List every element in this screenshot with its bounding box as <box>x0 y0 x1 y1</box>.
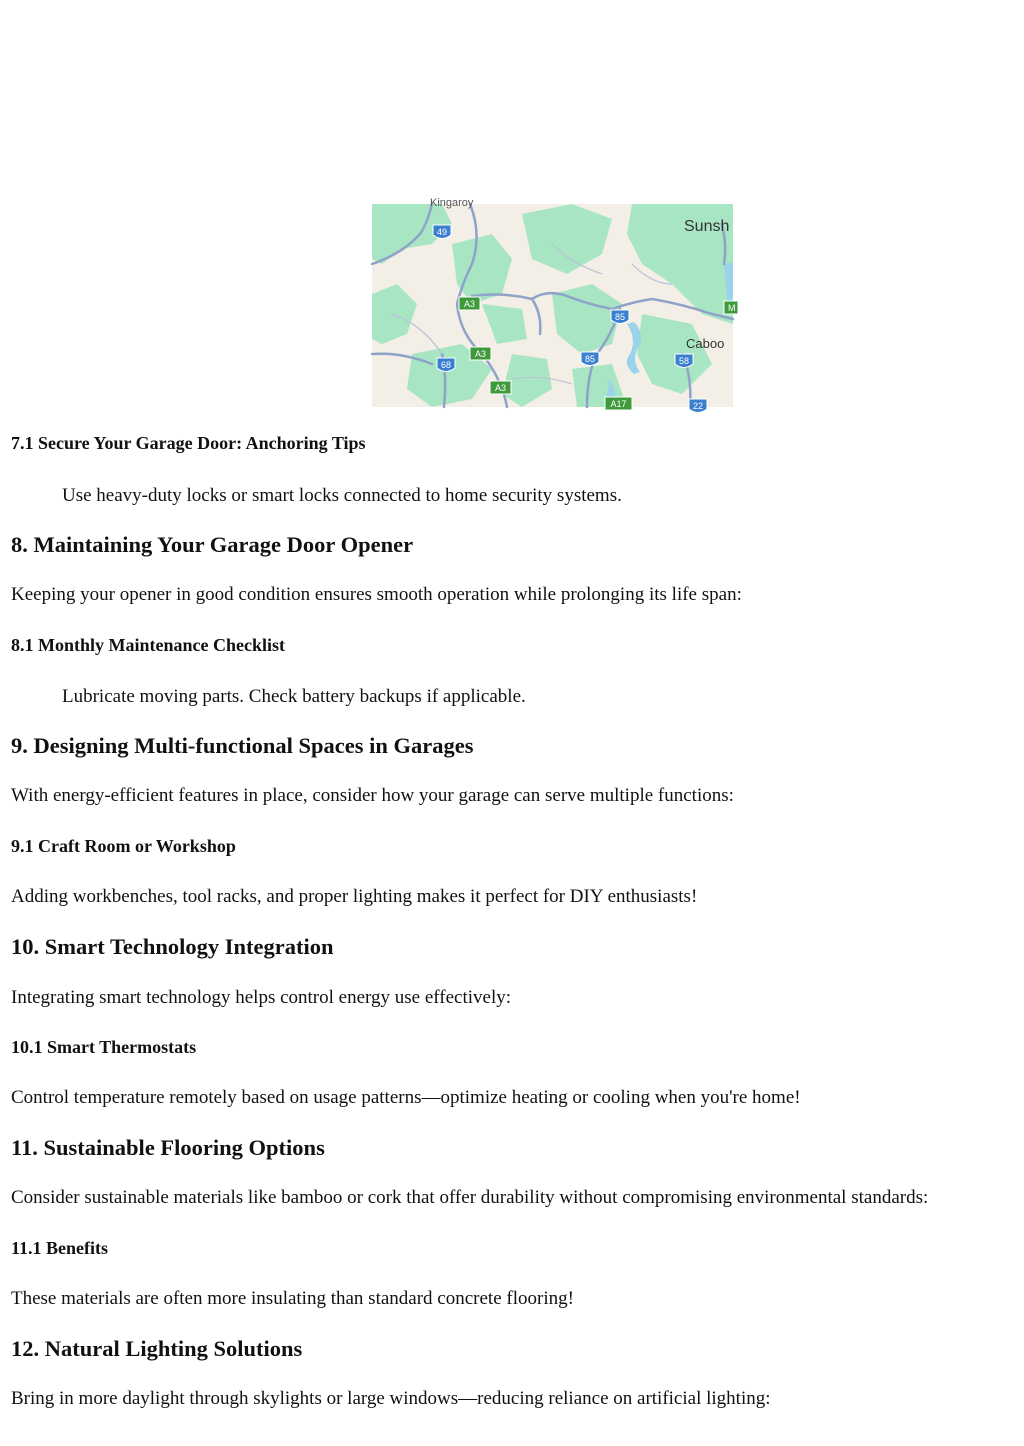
section-8-1-heading: 8.1 Monthly Maintenance Checklist <box>11 635 285 655</box>
svg-text:A3: A3 <box>474 349 487 359</box>
section-10-1-text: Control temperature remotely based on usage patterns—optimize heating or cooling when you're home! <box>11 1087 801 1108</box>
map-image[interactable] <box>372 197 736 411</box>
route-shield-22 <box>689 399 707 413</box>
route-shield-m <box>724 301 738 314</box>
section-11-1-text: These materials are often more insulating than standard concrete flooring! <box>11 1288 574 1309</box>
section-8-heading: 8. Maintaining Your Garage Door Opener <box>11 532 414 557</box>
route-shield-a3 <box>490 381 511 394</box>
map-place-label-top-right: Sunsh <box>684 218 730 235</box>
section-7-1-heading: 7.1 Secure Your Garage Door: Anchoring Tips <box>11 433 366 453</box>
section-11-heading: 11. Sustainable Flooring Options <box>11 1135 325 1160</box>
section-12-heading: 12. Natural Lighting Solutions <box>11 1336 303 1361</box>
svg-text:M: M <box>728 303 736 313</box>
section-8-text: Keeping your opener in good condition ensures smooth operation while prolonging its life span: <box>11 584 742 605</box>
section-9-heading: 9. Designing Multi-functional Spaces in Garages <box>11 733 474 758</box>
route-shield-85 <box>611 310 629 324</box>
section-7-1-text: Use heavy-duty locks or smart locks connected to home security systems. <box>62 485 622 506</box>
svg-text:85: 85 <box>614 312 626 322</box>
section-12-text: Bring in more daylight through skylights or large windows—reducing reliance on artificial lighting: <box>11 1388 771 1409</box>
route-shield-85 <box>581 352 599 366</box>
svg-text:22: 22 <box>692 401 704 411</box>
section-10-1-heading: 10.1 Smart Thermostats <box>11 1037 197 1057</box>
route-shield-a3 <box>470 347 491 360</box>
route-shield-58 <box>675 354 693 368</box>
svg-text:85: 85 <box>584 354 596 364</box>
route-shield-a17 <box>605 397 632 410</box>
svg-text:A3: A3 <box>494 383 507 393</box>
section-9-text: With energy-efficient features in place, consider how your garage can serve multiple functions: <box>11 785 734 806</box>
route-shield-49 <box>433 225 451 239</box>
map-place-label-top-left: Kingaroy <box>430 197 474 209</box>
section-10-heading: 10. Smart Technology Integration <box>11 934 334 959</box>
svg-text:49: 49 <box>436 227 448 237</box>
map-place-label-right: Caboo <box>686 336 725 351</box>
section-10-text: Integrating smart technology helps control energy use effectively: <box>11 987 512 1008</box>
section-9-1-text: Adding workbenches, tool racks, and proper lighting makes it perfect for DIY enthusiasts! <box>11 886 698 907</box>
svg-text:58: 58 <box>678 356 690 366</box>
section-9-1-heading: 9.1 Craft Room or Workshop <box>11 836 236 856</box>
section-11-text: Consider sustainable materials like bamboo or cork that offer durability without compromising environmental standards: <box>11 1187 929 1208</box>
svg-text:68: 68 <box>440 360 452 370</box>
route-shield-a3 <box>459 297 480 310</box>
svg-text:A17: A17 <box>610 399 627 409</box>
route-shield-68 <box>437 358 455 372</box>
svg-text:A3: A3 <box>463 299 476 309</box>
section-11-1-heading: 11.1 Benefits <box>11 1238 108 1258</box>
section-8-1-text: Lubricate moving parts. Check battery backups if applicable. <box>62 686 526 707</box>
